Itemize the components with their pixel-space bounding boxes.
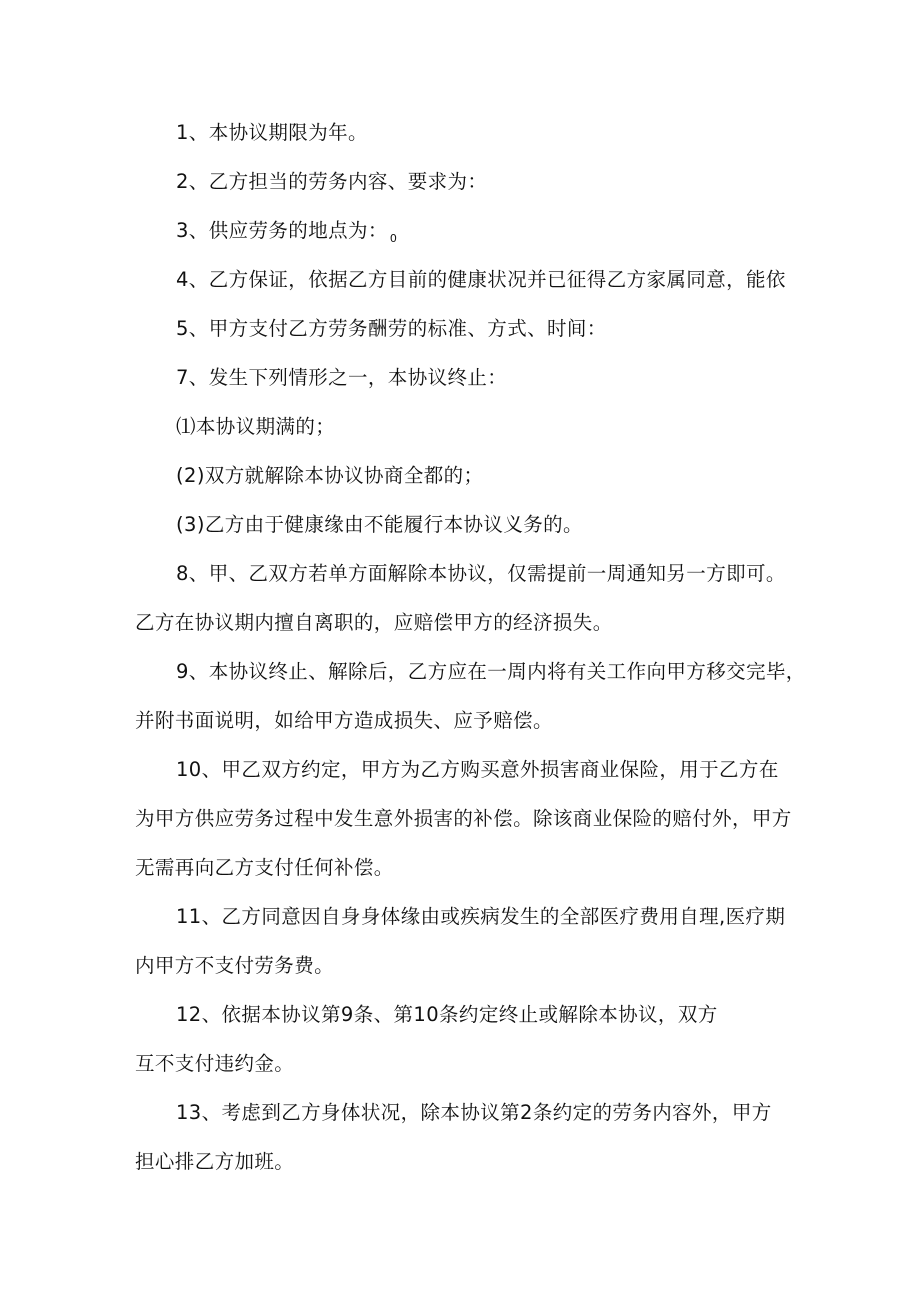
clause-10-line-1: 10、甲乙双方约定，甲方为乙方购买意外损害商业保险，用于乙方在 [176, 758, 779, 781]
clause-7-item-1: ⑴本协议期满的； [176, 415, 336, 438]
clause-11-line-1: 11、乙方同意因自身身体缘由或疾病发生的全部医疗费用自理,医疗期 [176, 905, 786, 928]
clause-9-line-2: 并附书面说明，如给甲方造成损失、应予赔偿。 [135, 709, 553, 732]
clause-13-line-2: 担心排乙方加班。 [135, 1150, 295, 1173]
clause-8-line-1: 8、甲、乙双方若单方面解除本协议，仅需提前一周通知另一方即可。 [176, 562, 786, 585]
clause-13-line-1: 13、考虑到乙方身体状况，除本协议第2条约定的劳务内容外，甲方 [176, 1101, 772, 1124]
clause-3-text: 3、供应劳务的地点为： [176, 219, 388, 242]
clause-9-line-1: 9、本协议终止、解除后，乙方应在一周内将有关工作向甲方移交完毕， [176, 660, 806, 683]
clause-5: 5、甲方支付乙方劳务酬劳的标准、方式、时间： [176, 317, 607, 340]
clause-4: 4、乙方保证，依据乙方目前的健康状况并已征得乙方家属同意，能依 [176, 268, 786, 291]
clause-2: 2、乙方担当的劳务内容、要求为： [176, 170, 488, 193]
clause-3 [176, 217, 397, 253]
clause-7-item-2: (2)双方就解除本协议协商全都的； [176, 464, 484, 487]
clause-3-suffix: 0 [389, 232, 398, 245]
clause-7-item-3: (3)乙方由于健康缘由不能履行本协议义务的。 [176, 513, 583, 536]
clause-10-line-3: 无需再向乙方支付任何补偿。 [135, 856, 394, 879]
clause-11-line-2: 内甲方不支付劳务费。 [135, 954, 335, 977]
clause-1: 1、本协议期限为年。 [176, 121, 368, 144]
clause-12-line-2: 互不支付违约金。 [135, 1052, 295, 1075]
clause-7: 7、发生下列情形之一，本协议终止： [176, 366, 508, 389]
clause-10-line-2: 为甲方供应劳务过程中发生意外损害的补偿。除该商业保险的赔付外，甲方 [135, 807, 792, 830]
clause-8-line-2: 乙方在协议期内擅自离职的，应赔偿甲方的经济损失。 [135, 611, 613, 634]
clause-12-line-1: 12、依据本协议第9条、第10条约定终止或解除本协议，双方 [176, 1003, 718, 1026]
